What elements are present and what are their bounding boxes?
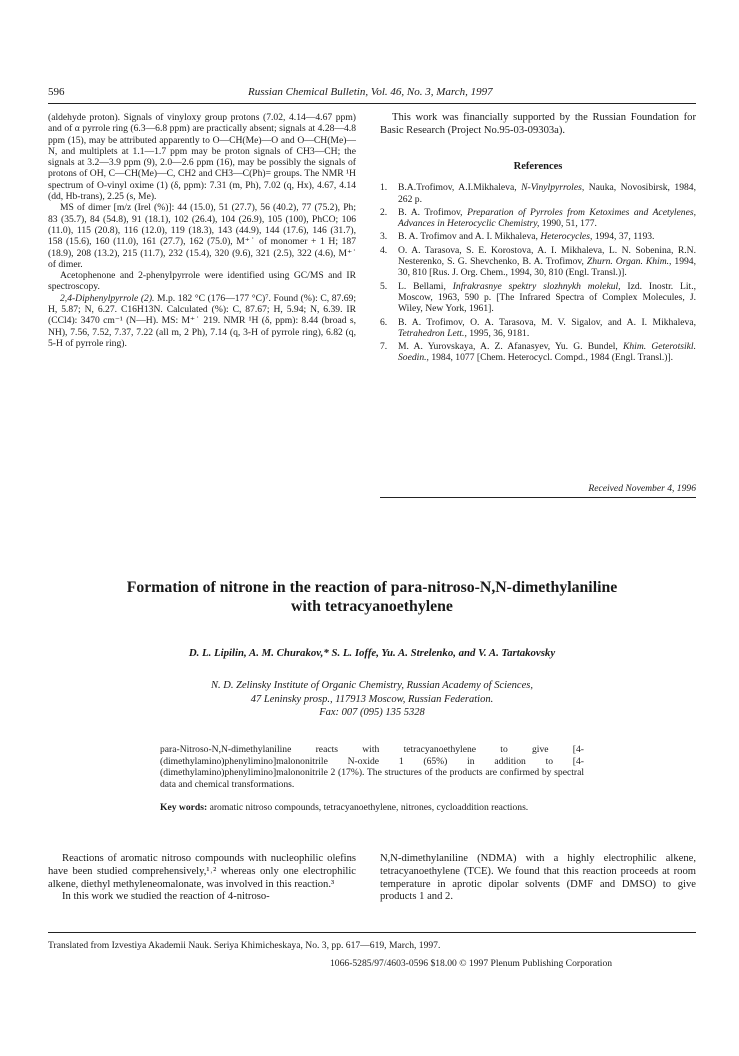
- received-date: Received November 4, 1996: [588, 483, 696, 494]
- gcms-paragraph: Acetophenone and 2-phenylpyrrole were identified using GC/MS and IR spectroscopy.: [48, 270, 356, 293]
- affiliation-fax: Fax: 007 (095) 135 5328: [319, 707, 425, 718]
- affiliation-line-2: 47 Leninsky prosp., 117913 Moscow, Russian Federation.: [250, 693, 494, 705]
- intro-continued: N,N-dimethylaniline (NDMA) with a highly electrophilic alkene, tetracyanoethylene (TCE). We found that this reaction proceeds at room temperature in aprotic dipolar solvents (DMF and DMSO) to give products 1 and 2.: [380, 853, 696, 903]
- article-title: [48, 578, 696, 616]
- reference-text: B. A. Trofimov and A. I. Mikhaleva, Heterocycles, 1994, 37, 1193.: [398, 231, 655, 243]
- reference-item: [380, 207, 696, 230]
- reference-item: [380, 317, 696, 340]
- translation-note: Translated from Izvestiya Akademii Nauk. Seriya Khimicheskaya, No. 3, pp. 617—619, March, 1997.: [48, 940, 441, 951]
- keywords-text: aromatic nitroso compounds, tetracyanoethylene, nitrones, cycloaddition reactions.: [207, 802, 529, 813]
- left-column: [48, 112, 356, 349]
- intro-paragraph-2: In this work we studied the reaction of 4-nitroso-: [62, 891, 270, 903]
- reference-text: B. A. Trofimov, Preparation of Pyrroles from Ketoximes and Acetylenes, Advances in Heterocyclic Chemistry, 1990, 51, 177.: [398, 206, 696, 230]
- reference-text: L. Bellami, Infrakrasnye spektry slozhnykh molekul, Izd. Inostr. Lit., Moscow, 1963, 590 p. [The Infrared Spectra of Complex Molecules, J. Wiley, New York, 1961].: [398, 280, 696, 315]
- title-line-2: with tetracyanoethylene: [291, 598, 453, 615]
- reference-number: 5.: [380, 280, 388, 292]
- reference-text: B. A. Trofimov, O. A. Tarasova, M. V. Sigalov, and A. I. Mikhaleva, Tetrahedron Lett., 1995, 36, 9181.: [398, 316, 696, 339]
- compound-title: 2,4-Diphenylpyrrole (2).: [60, 292, 155, 304]
- acknowledgement: This work was financially supported by the Russian Foundation for Basic Research (Project No.95-03-09303a).: [380, 112, 696, 136]
- reference-number: 3.: [380, 231, 388, 243]
- footer-rule: [48, 932, 696, 933]
- reference-item: [380, 231, 696, 242]
- reference-number: 1.: [380, 182, 388, 194]
- reference-number: 6.: [380, 316, 388, 328]
- running-header: [48, 86, 696, 102]
- reference-text: B.A.Trofimov, A.I.Mikhaleva, N-Vinylpyrroles, Nauka, Novosibirsk, 1984, 262 p.: [398, 182, 696, 205]
- references-list: [380, 182, 696, 363]
- right-column: [380, 112, 696, 366]
- keywords: [160, 802, 584, 814]
- nmr-paragraph: (aldehyde proton). Signals of vinyloxy group protons (7.02, 4.14—4.67 ppm) and of α pyrrole ring (6.3—6.8 ppm) are practically absent; signals at 4.28—4.8 ppm (15), may be attributed apparently to O—CH(Me)—O and O—CH(Me)—N, and multiplets at 1.1—1.7 ppm may be proton signals of CH3—CH; the signals at 3.2—3.9 ppm (9), 2.0—2.6 ppm (16), may be possibly the signals of protons of OH, C—CH(Me)—C, CH2 and CH3—C(Ph)= groups. The NMR ¹H spectrum of O-vinyl oxime (1) (δ, ppm): 7.31 (m, Ph), 7.02 (q, Hx), 4.67, 4.14 (dd, Hb-trans), 2.25 (s, Me).: [48, 112, 356, 203]
- reference-number: 4.: [380, 244, 388, 256]
- ms-paragraph: MS of dimer [m/z (Irel (%)]: 44 (15.0), 51 (27.7), 56 (40.2), 77 (75.2), Ph; 83 (35.7), 84 (54.8), 91 (18.1), 102 (26.4), 104 (26.9), 105 (100), PhCO; 106 (11.0), 115 (20.8), 116 (12.0), 119 (18.3), 143 (44.9), 144 (17.6), 146 (31.7), 158 (15.6), 160 (11.0), 161 (27.7), 162 (75.0), M⁺˙ of monomer + 1 H; 187 (18.9), 208 (13.2), 215 (11.7), 232 (15.4), 320 (9.6), 321 (2.5), 322 (4.6), M⁺˙ of dimer.: [48, 202, 356, 270]
- reference-item: [380, 341, 696, 364]
- affiliation: [48, 679, 696, 720]
- page-number: 596: [48, 86, 65, 98]
- reference-text: M. A. Yurovskaya, A. Z. Afanasyev, Yu. G. Bundel, Khim. Geterotsikl. Soedin., 1984, 1077 [Chem. Heterocycl. Compd., 1984 (Engl. Transl.)].: [398, 341, 696, 364]
- authors: D. L. Lipilin, A. M. Churakov,* S. L. Ioffe, Yu. A. Strelenko, and V. A. Tartakovsky: [188, 647, 556, 659]
- body-right-column: [380, 853, 696, 904]
- abstract: para-Nitroso-N,N-dimethylaniline reacts with tetracyanoethylene to give [4-(dimethylamino)phenylimino]malononitrile N-oxide 1 (65%) in addition to [4-(dimethylamino)phenylimino]malononitrile 2 (17%). The structures of the products are confirmed by spectral data and chemical transformations.: [160, 744, 584, 790]
- reference-number: 7.: [380, 341, 388, 353]
- reference-item: [380, 245, 696, 279]
- keywords-label: Key words:: [160, 802, 208, 813]
- reference-item: [380, 281, 696, 315]
- intro-paragraph: Reactions of aromatic nitroso compounds with nucleophilic olefins have been studied comprehensively,¹˒² whereas only one electrophilic alkene, diethyl methyleneomalonate, was involved in this reaction.³: [48, 853, 356, 890]
- affiliation-line-1: N. D. Zelinsky Institute of Organic Chemistry, Russian Academy of Sciences,: [211, 680, 533, 691]
- journal-citation: Russian Chemical Bulletin, Vol. 46, No. 3, March, 1997: [248, 86, 493, 98]
- compound-data: M.p. 182 °C (176—177 °C)⁷. Found (%): C, 87.69; H, 5.87; N, 6.27. C16H13N. Calculated (%): C, 87.67; H, 5.94; N, 6.39. IR (CCl4): 3470 cm⁻¹ (N—H). MS: M⁺˙ 219. NMR ¹H (δ, ppm): 8.44 (broad s, NH), 7.56, 7.52, 7.37, 7.22 (all m, 2 Ph), 7.14 (q, 3-H of pyrrole ring), 6.82 (q, 5-H of pyrrole ring).: [48, 292, 356, 349]
- reference-text: O. A. Tarasova, S. E. Korostova, A. I. Mikhaleva, L. N. Sobenina, R.N. Nesterenko, S. G. Shevchenko, B. A. Trofimov, Zhurn. Organ. Khim., 1994, 30, 810 [Rus. J. Org. Chem., 1994, 30, 810 (Engl. Transl.)].: [398, 244, 696, 279]
- references-heading: References: [513, 161, 563, 172]
- header-rule: [48, 103, 696, 104]
- compound-paragraph: [48, 293, 356, 349]
- title-line-1: Formation of nitrone in the reaction of para-nitroso-N,N-dimethylaniline: [126, 579, 618, 596]
- reference-item: [380, 182, 696, 205]
- body-left-column: [48, 853, 356, 904]
- copyright-line: 1066-5285/97/4603-0596 $18.00 © 1997 Plenum Publishing Corporation: [330, 958, 613, 969]
- received-rule: [380, 497, 696, 498]
- reference-number: 2.: [380, 206, 388, 218]
